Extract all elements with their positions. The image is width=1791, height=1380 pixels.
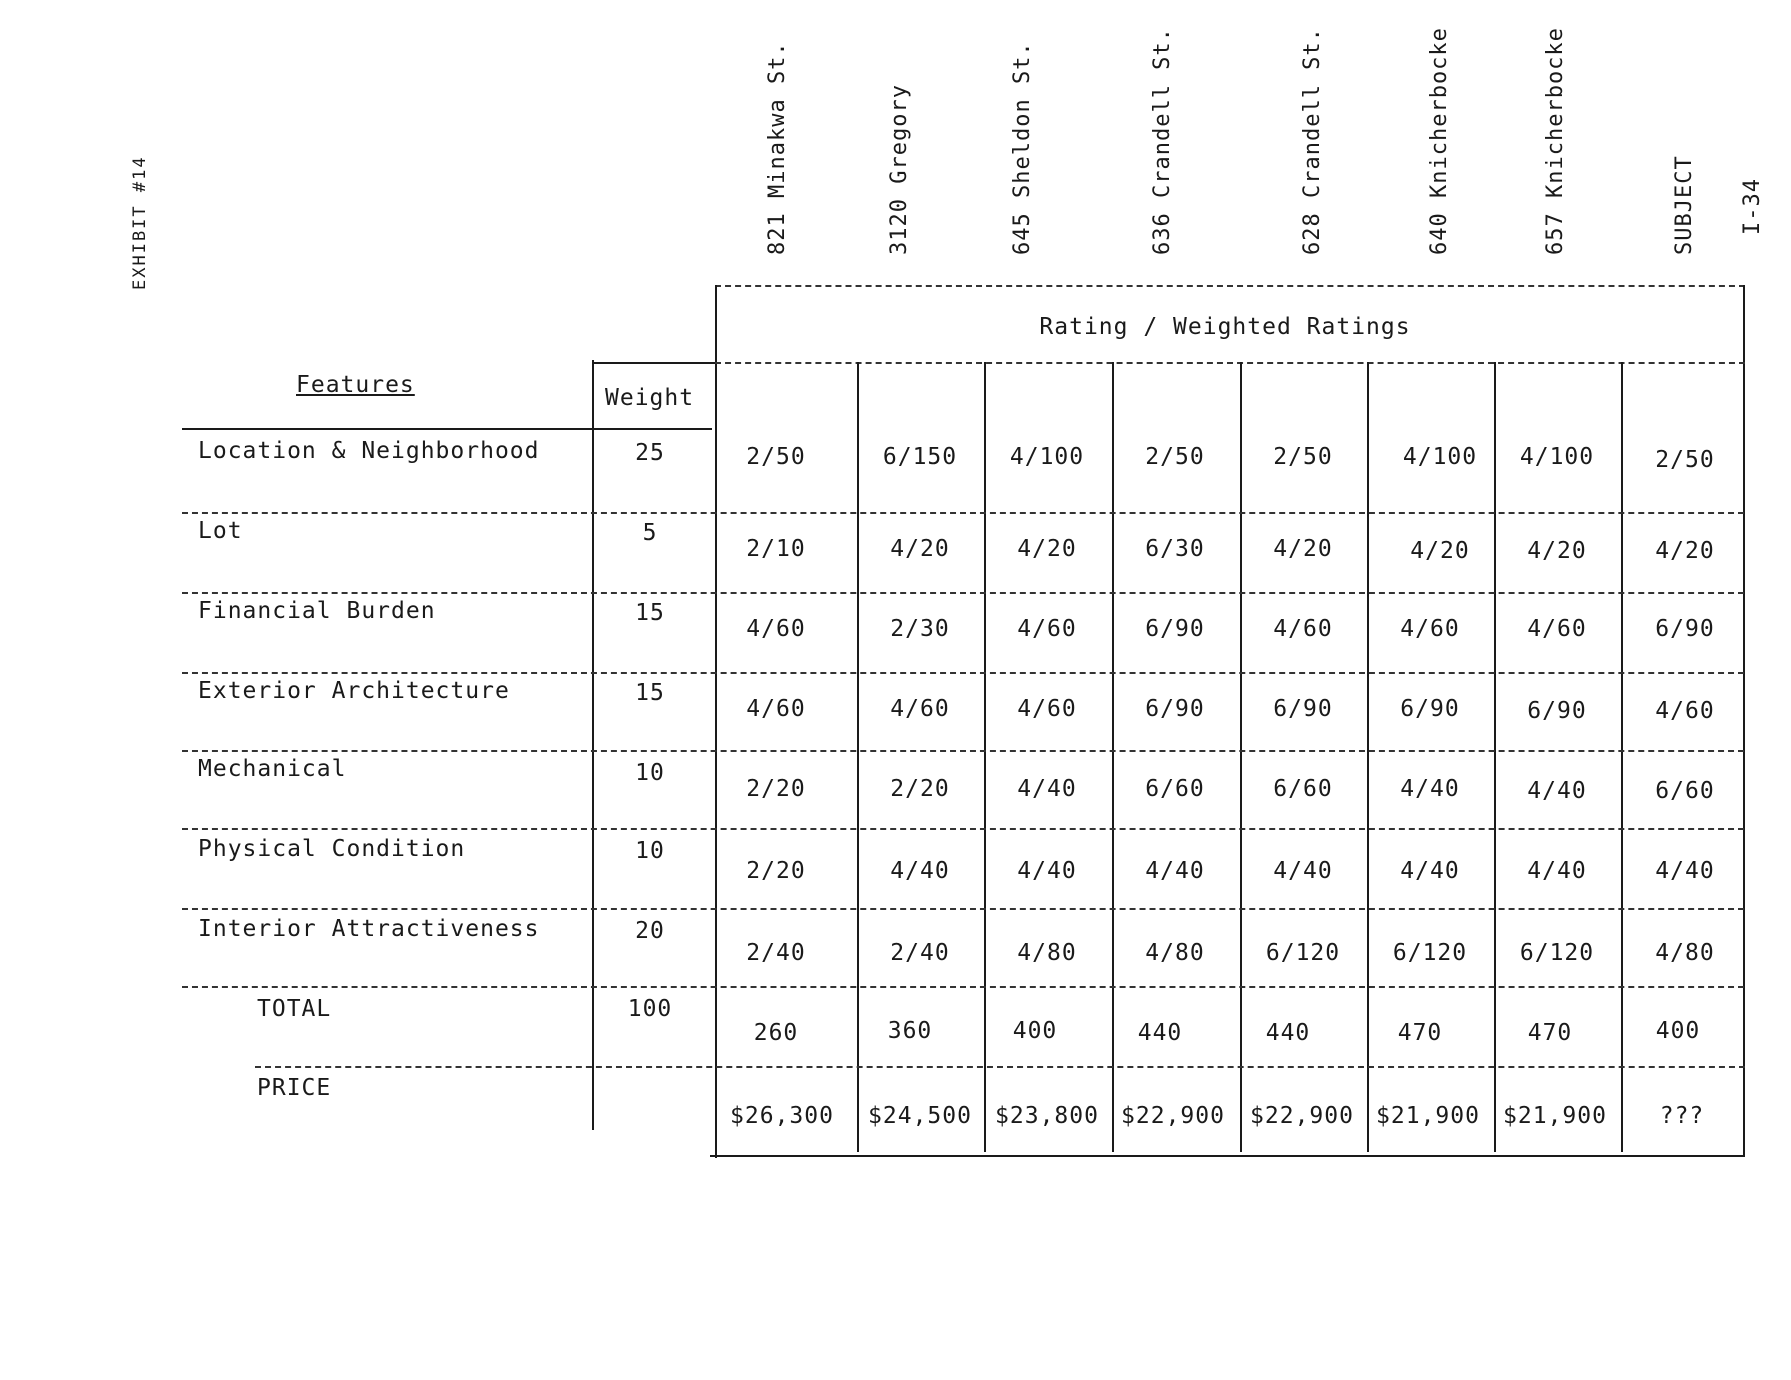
rating-cell: 6/90 xyxy=(1655,616,1715,642)
feature-label: Interior Attractiveness xyxy=(198,916,540,942)
rating-cell: 4/40 xyxy=(1017,776,1077,802)
rating-cell: 4/100 xyxy=(1519,444,1595,470)
price-cell: $26,300 xyxy=(730,1103,834,1129)
row-divider xyxy=(182,428,712,430)
table-top-border xyxy=(715,285,1745,287)
rating-cell: 4/60 xyxy=(1655,698,1715,724)
total-cell: 440 xyxy=(1137,1020,1183,1046)
rating-cell: 4/40 xyxy=(1527,858,1587,884)
weight-header: Weight xyxy=(605,385,695,411)
row-divider xyxy=(182,592,1744,594)
table-bottom-border xyxy=(710,1155,1745,1157)
rating-cell: 2/10 xyxy=(746,536,806,562)
row-divider xyxy=(182,750,1744,752)
title-divider xyxy=(715,362,1745,364)
column-header-3: 645 Sheldon St. xyxy=(1010,41,1035,255)
weight-value: 15 xyxy=(635,600,665,626)
rating-cell: 2/50 xyxy=(1655,447,1715,473)
weight-column-border xyxy=(592,360,594,1130)
weight-value: 5 xyxy=(642,520,658,546)
weight-value: 10 xyxy=(635,838,665,864)
rating-cell: 4/60 xyxy=(890,696,950,722)
rating-cell: 4/20 xyxy=(1017,536,1077,562)
rating-cell: 4/40 xyxy=(1400,776,1460,802)
row-divider xyxy=(182,672,1744,674)
column-header-1: 821 Minakwa St. xyxy=(765,41,790,255)
table-title: Rating / Weighted Ratings xyxy=(1039,314,1411,340)
rating-cell: 4/80 xyxy=(1017,940,1077,966)
feature-label: Location & Neighborhood xyxy=(198,438,540,464)
rating-cell: 4/60 xyxy=(1017,696,1077,722)
price-cell: $21,900 xyxy=(1376,1103,1480,1129)
row-divider xyxy=(182,828,1744,830)
rating-cell: 4/20 xyxy=(890,536,950,562)
weight-header-top xyxy=(592,362,715,364)
feature-label: Financial Burden xyxy=(198,598,436,624)
rating-cell: 4/60 xyxy=(1017,616,1077,642)
rating-cell: 6/120 xyxy=(1265,940,1341,966)
row-divider xyxy=(182,512,1744,514)
column-header-2: 3120 Gregory xyxy=(887,84,912,255)
rating-cell: 6/90 xyxy=(1145,696,1205,722)
price-cell: $22,900 xyxy=(1250,1103,1354,1129)
rating-cell: 4/20 xyxy=(1273,536,1333,562)
total-weight: 100 xyxy=(627,996,673,1022)
rating-cell: 4/20 xyxy=(1527,538,1587,564)
rating-cell: 6/90 xyxy=(1527,698,1587,724)
rating-cell: 6/150 xyxy=(882,444,958,470)
rating-cell: 4/40 xyxy=(1017,858,1077,884)
rating-cell: 4/40 xyxy=(1273,858,1333,884)
price-label: PRICE xyxy=(257,1075,332,1101)
column-header-4: 636 Crandell St. xyxy=(1150,27,1175,255)
feature-label: Mechanical xyxy=(198,756,347,782)
price-cell: $23,800 xyxy=(995,1103,1099,1129)
price-cell: $21,900 xyxy=(1503,1103,1607,1129)
price-cell: $24,500 xyxy=(868,1103,972,1129)
rating-cell: 4/40 xyxy=(890,858,950,884)
rating-cell: 6/90 xyxy=(1273,696,1333,722)
total-label: TOTAL xyxy=(257,996,332,1022)
total-cell: 360 xyxy=(887,1018,933,1044)
rating-cell: 6/60 xyxy=(1273,776,1333,802)
rating-cell: 2/40 xyxy=(890,940,950,966)
row-divider xyxy=(182,908,1744,910)
rating-cell: 6/90 xyxy=(1400,696,1460,722)
rating-cell: 4/20 xyxy=(1410,538,1470,564)
total-cell: 400 xyxy=(1012,1018,1058,1044)
feature-label: Exterior Architecture xyxy=(198,678,510,704)
rating-cell: 4/60 xyxy=(746,696,806,722)
weight-value: 15 xyxy=(635,680,665,706)
column-header-7: 657 Knicherbocke xyxy=(1543,27,1568,255)
rating-cell: 4/20 xyxy=(1655,538,1715,564)
rating-cell: 2/30 xyxy=(890,616,950,642)
rating-cell: 4/80 xyxy=(1145,940,1205,966)
rating-cell: 6/60 xyxy=(1145,776,1205,802)
rating-cell: 2/20 xyxy=(746,776,806,802)
rating-cell: 2/20 xyxy=(746,858,806,884)
column-header-subject: SUBJECT xyxy=(1672,155,1697,255)
row-divider xyxy=(255,1066,1745,1068)
weight-value: 10 xyxy=(635,760,665,786)
feature-label: Lot xyxy=(198,518,243,544)
rating-cell: 4/40 xyxy=(1527,778,1587,804)
rating-cell: 4/40 xyxy=(1400,858,1460,884)
rating-cell: 4/60 xyxy=(1527,616,1587,642)
exhibit-label: EXHIBIT #14 xyxy=(130,155,150,290)
column-header-6: 640 Knicherbocke xyxy=(1427,27,1452,255)
row-divider xyxy=(182,986,1744,988)
rating-cell: 4/40 xyxy=(1655,858,1715,884)
page-number: I-34 xyxy=(1740,178,1765,235)
rating-cell: 6/90 xyxy=(1145,616,1205,642)
rating-cell: 6/30 xyxy=(1145,536,1205,562)
rating-cell: 4/60 xyxy=(746,616,806,642)
price-cell: $22,900 xyxy=(1121,1103,1225,1129)
total-cell: 400 xyxy=(1655,1018,1701,1044)
rating-cell: 6/120 xyxy=(1519,940,1595,966)
total-cell: 470 xyxy=(1397,1020,1443,1046)
rating-cell: 4/60 xyxy=(1273,616,1333,642)
total-cell: 440 xyxy=(1265,1020,1311,1046)
weight-value: 25 xyxy=(635,440,665,466)
price-cell: ??? xyxy=(1659,1103,1705,1129)
rating-cell: 4/100 xyxy=(1009,444,1085,470)
total-cell: 470 xyxy=(1527,1020,1573,1046)
rating-cell: 6/60 xyxy=(1655,778,1715,804)
rating-cell: 4/60 xyxy=(1400,616,1460,642)
rating-cell: 2/50 xyxy=(1273,444,1333,470)
rating-cell: 2/50 xyxy=(746,444,806,470)
feature-label: Physical Condition xyxy=(198,836,466,862)
weight-value: 20 xyxy=(635,918,665,944)
rating-cell: 2/40 xyxy=(746,940,806,966)
rating-cell: 2/20 xyxy=(890,776,950,802)
rating-cell: 6/120 xyxy=(1392,940,1468,966)
total-cell: 260 xyxy=(753,1020,799,1046)
rating-cell: 4/80 xyxy=(1655,940,1715,966)
features-header: Features xyxy=(296,372,415,398)
rating-cell: 2/50 xyxy=(1145,444,1205,470)
column-header-5: 628 Crandell St. xyxy=(1300,27,1325,255)
rating-cell: 4/100 xyxy=(1402,444,1478,470)
rating-cell: 4/40 xyxy=(1145,858,1205,884)
